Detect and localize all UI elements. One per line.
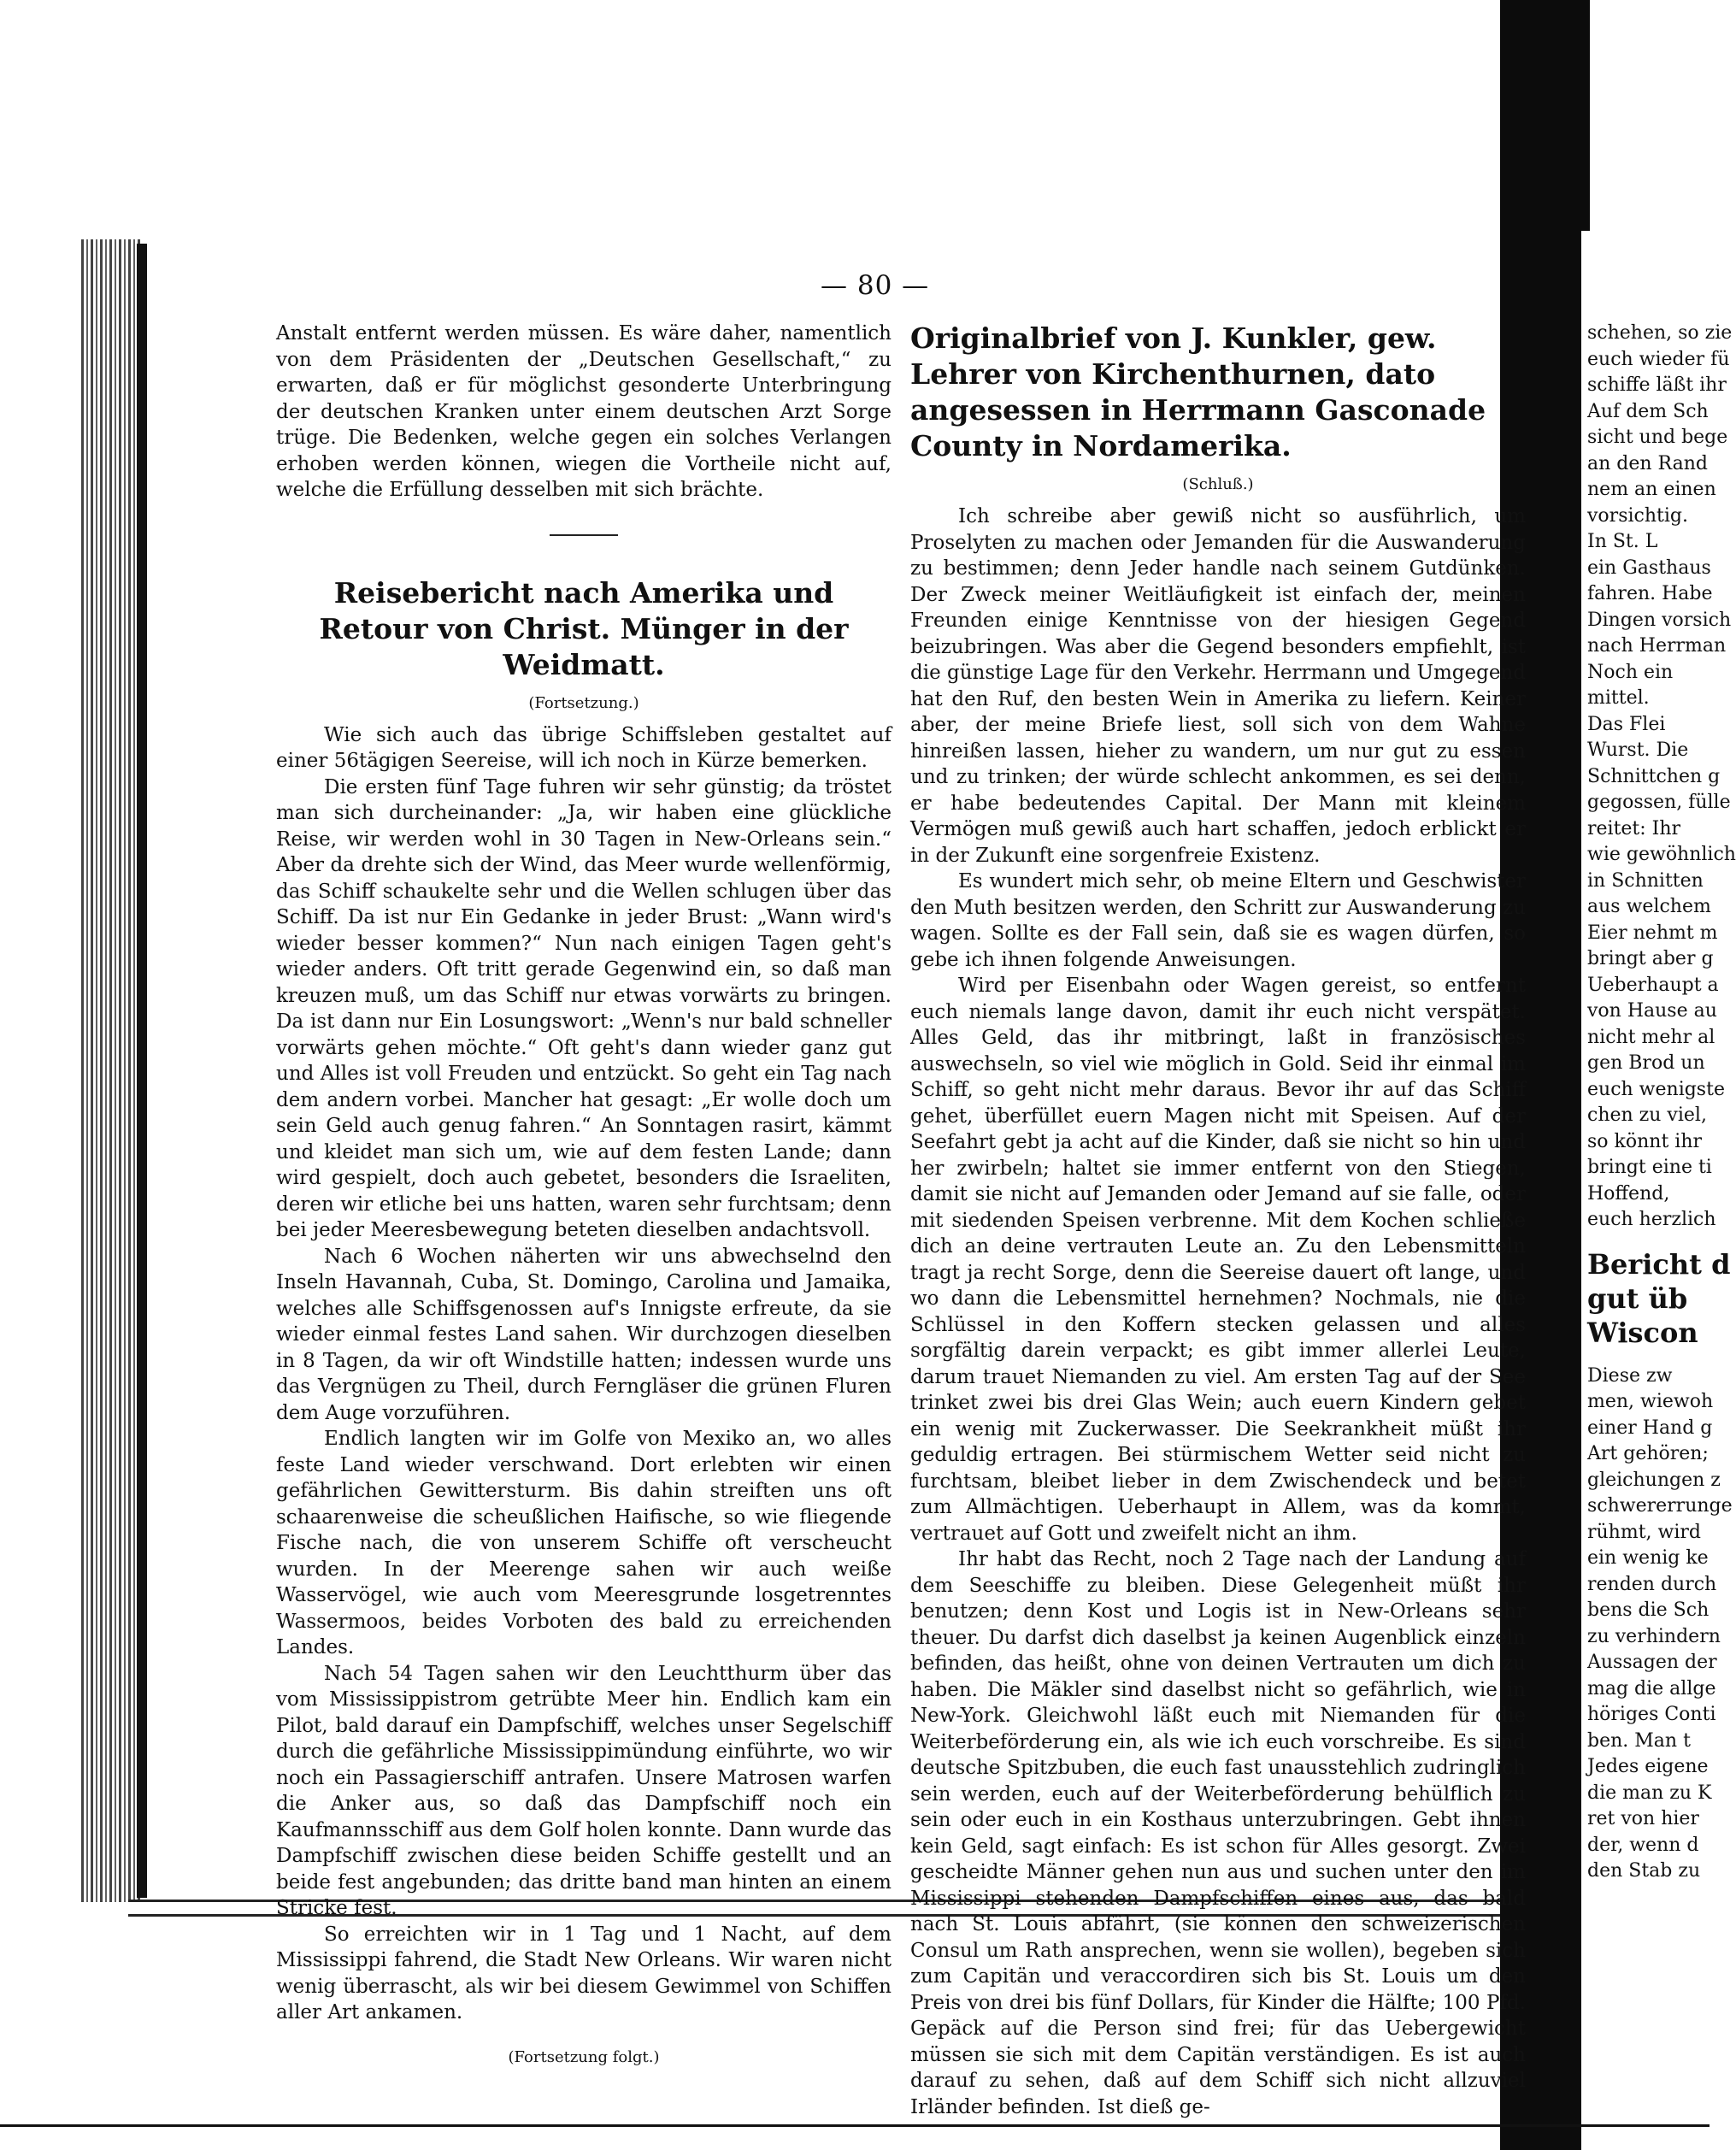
paragraph: Die ersten fünf Tage fuhren wir sehr günstig; da tröstet man sich durcheinander: „Ja, wir haben eine glückliche Reise, wir werden wohl in 30 Tagen in New-Orleans sein.“ Aber da drehte sich der Wind, das Meer wurde wellenförmig, das Schiff schaukelte sehr und die Wellen schlugen über das Schiff. Da ist nur Ein Gedanke in jeder Brust: „Wann wird's wieder besser kommen?“ Nun nach einigen Tagen geht's wieder anders. Oft tritt gerade Gegenwind ein, so daß man kreuzen muß, um das Schiff nur etwas vorwärts zu bringen. Da ist dann nur Ein Losungswort: „Wenn's nur bald schneller vorwärts gehen möchte.“ Oft geht's dann wieder ganz gut und Alles ist voll Freuden und entzückt. So geht ein Tag nach dem andern vorbei. Mancher hat gesagt: „Er wolle doch um sein Geld auch genug fahren.“ An Sonntagen rasirt, kämmt und kleidet man sich um, wie auf dem festen Lande; dann wird gespielt, doch auch gebetet, besonders die Israeliten, deren wir etliche bei uns hatten, waren sehr furchtsam; denn bei jeder Meeresbewegung beteten dieselben andachtsvoll. bbox=[276, 775, 892, 1241]
c3-top-line: Das Flei bbox=[1587, 713, 1666, 735]
c3-bottom-line: ein wenig ke bbox=[1587, 1547, 1709, 1569]
partial-heading bbox=[1587, 1247, 1731, 1350]
c3-top-line: schehen, so zie bbox=[1587, 322, 1733, 344]
c3-top-line: Dingen vorsich bbox=[1587, 609, 1732, 631]
c3-top-line: Wurst. Die bbox=[1587, 739, 1689, 761]
paragraph: Wie sich auch das übrige Schiffsleben gestaltet auf einer 56tägigen Seereise, will ich noch in Kürze bemerken. bbox=[276, 723, 892, 772]
partial-lines-bottom bbox=[1587, 1364, 1733, 1885]
partial-lines-top bbox=[1587, 321, 1736, 1234]
c3-top-line: in Schnitten bbox=[1587, 869, 1704, 892]
c3-top-line: nem an einen bbox=[1587, 479, 1716, 500]
paragraph: Ihr habt das Recht, noch 2 Tage nach der Landung auf dem Seeschiffe zu bleiben. Diese Gelegenheit müßt ihr benutzen; denn Kost und Logis ist in New-Orleans sehr theuer. Du darfst dich daselbst ja keinen Augenblick einzeln befinden, das heißt, ohne von deinen Vertrauten um dich zu haben. Die Mäkler sind daselbst nicht so gefährlich, wie in New-York. Gleichwohl läßt euch mit Niemanden für die Weiterbeförderung ein, als wie ich euch vorschreibe. Es sind deutsche Spitzbuben, die euch fast unausstehlich zudringlich sein werden, euch auf der Weiterbeförderung behülflich zu sein oder euch in ein Kosthaus unterzubringen. Gebt ihnen kein Geld, sagt einfach: Es ist schon für Alles gesorgt. Zwei gescheidte Männer gehen nun aus und suchen unter den im Mississippi stehenden Dampfschiffen eines aus, das bald nach St. Louis abfährt, (sie können den schweizerischen Consul um Rath ansprechen, wenn sie wollen), begeben sich zum Capitän und veraccordiren sich bis St. Louis um den Preis von drei bis fünf Dollars, für Kinder die Hälfte; 100 Pfd. Gepäck auf die Person sind frei; für das Uebergewicht müssen sie sich mit dem Capitän verständigen. Es ist auch darauf zu sehen, daß auf dem Schiff sich nicht allzuviel Irländer befinden. Ist dieß ge- bbox=[910, 1548, 1526, 2118]
article-title-originalbrief: Originalbrief von J. Kunkler, gew. Lehrer von Kirchenthurnen, dato angesessen in Herrmann Gasconade County in Nordamerika. bbox=[910, 321, 1486, 462]
column-right-partial bbox=[1587, 321, 1736, 1885]
c3-top-line: In St. L bbox=[1587, 531, 1658, 552]
c3-top-line: Hoffend, bbox=[1587, 1182, 1670, 1205]
c3-top-line: nach Herrman bbox=[1587, 635, 1727, 657]
c3-top-line: euch wenigste bbox=[1587, 1078, 1725, 1100]
c3-bottom-line: ret von hier bbox=[1587, 1808, 1699, 1829]
c3-head-line: gut üb bbox=[1587, 1281, 1688, 1315]
c3-top-line: so könnt ihr bbox=[1587, 1130, 1702, 1152]
c3-top-line: Schnittchen g bbox=[1587, 765, 1721, 787]
intro-paragraph: Anstalt entfernt werden müssen. Es wäre daher, namentlich von dem Präsidenten der „Deutschen Gesellschaft,“ zu erwarten, daß er für möglichst gesonderte Unterbringung der deutschen Kranken unter einem deutschen Arzt Sorge trüge. Die Bedenken, welche gegen ein solches Verlangen erhoben werden können, wiegen die Vortheile nicht auf, welche die Erfüllung desselben mit sich brächte. bbox=[276, 322, 892, 501]
c3-top-line: Eier nehmt m bbox=[1587, 922, 1718, 944]
c3-top-line: ein Gasthaus bbox=[1587, 557, 1711, 579]
paragraph: So erreichten wir in 1 Tag und 1 Nacht, auf dem Mississippi fahrend, die Stadt New Orleans. Wir waren nicht wenig überrascht, als wir bei diesem Gewimmel von Schiffen aller Art ankamen. bbox=[276, 1923, 892, 2023]
c3-bottom-line: zu verhindern bbox=[1587, 1625, 1721, 1647]
c3-bottom-line: Jedes eigene bbox=[1587, 1756, 1709, 1777]
paragraph: Nach 54 Tagen sahen wir den Leuchtthurm über das vom Mississippistrom getrübte Meer hin. Endlich kam ein Pilot, bald darauf ein Dampfschiff, welches unser Segelschiff durch die gefährliche Mississippimündung einführte, wo wir noch ein Passagierschiff antrafen. Unsere Matrosen warfen die Anker aus, so daß das Dampfschiff noch ein Kaufmannsschiff aus dem Golf holen konnte. Dann wurde das Dampfschiff zwischen diese beiden Schiffe gestellt und an beide fest angebunden; das dritte band man hinten an einem Stricke fest. bbox=[276, 1662, 892, 1919]
page-number: — 80 — bbox=[821, 270, 930, 301]
c3-top-line: euch wieder fü bbox=[1587, 348, 1730, 370]
c3-top-line: bringt eine ti bbox=[1587, 1157, 1712, 1178]
c3-bottom-line: mag die allge bbox=[1587, 1677, 1716, 1699]
c3-top-line: Noch ein bbox=[1587, 661, 1674, 683]
c3-bottom-line: schwererrunge bbox=[1587, 1495, 1733, 1517]
paragraph: Ich schreibe aber gewiß nicht so ausführlich, um Proselyten zu machen oder Jemanden für die Auswanderung zu bestimmen; denn Jeder handle nach seinem Gutdünken. Der Zweck meiner Weitläufigkeit ist einfach der, meinen Freunden einige Kenntnisse von der hiesigen Gegend beizubringen. Was aber die Gegend besonders empfiehlt, ist die günstige Lage für den Verkehr. Herrmann und Umgegend hat den Ruf, den besten Wein in Amerika zu liefern. Keiner aber, der meine Briefe liest, soll sich von dem Wahne hinreißen lassen, hieher zu wandern, um nur gut zu essen und zu trinken; der würde schlecht ankommen, es sei denn, er habe bedeutendes Capital. Der Mann mit kleinem Vermögen muß gewiß auch hart schaffen, jedoch erblickt er in der Zukunft eine sorgenfreie Existenz. bbox=[910, 505, 1526, 867]
column-left bbox=[276, 321, 892, 2070]
c3-bottom-line: Aussagen der bbox=[1587, 1652, 1717, 1673]
c3-bottom-line: renden durch bbox=[1587, 1573, 1717, 1595]
c3-bottom-line: gleichungen z bbox=[1587, 1469, 1721, 1491]
c3-head-line: Wiscon bbox=[1587, 1316, 1698, 1349]
c3-bottom-line: Art gehören; bbox=[1587, 1443, 1709, 1464]
c3-top-line: Ueberhaupt a bbox=[1587, 974, 1719, 996]
c3-bottom-line: höriges Conti bbox=[1587, 1704, 1716, 1725]
paragraph: Nach 6 Wochen näherten wir uns abwechselnd den Inseln Havannah, Cuba, St. Domingo, Carolina und Jamaika, welches alle Schiffsgenossen auf's Innigste erfreute, da sie wieder einmal festes Land sahen. Wir durchzogen dieselben in 8 Tagen, da wir oft Windstille hatten; indessen wurde uns das Vergnügen zu Theil, durch Ferngläser die grünen Fluren dem Auge vorzuführen. bbox=[276, 1245, 892, 1424]
c3-bottom-line: der, wenn d bbox=[1587, 1834, 1699, 1856]
article-note-schluss: (Schluß.) bbox=[1182, 475, 1254, 493]
book-page-edges bbox=[81, 239, 141, 1902]
paragraph: Wird per Eisenbahn oder Wagen gereist, so entfernt euch niemals lange davon, damit ihr euch nicht verspätet. Alles Geld, das ihr mitbringt, laßt in französisches auswechseln, so viel wie möglich in Gold. Seid ihr einmal im Schiff, so geht nicht mehr daraus. Bevor ihr auf das Schiff gehet, überfüllet euern Magen nicht mit Speisen. Auf der Seefahrt gebt ja acht auf die Kinder, daß sie nicht so hin und her zwirbeln; haltet sie immer entfernt von den Stiegen, damit sie nicht auf Jemanden oder Jemand auf sie falle, oder mit siedenden Speisen verbrenne. Mit dem Kochen schließe dich an deine vertrauten Leute an. Zu den Lebensmitteln tragt ja recht Sorge, denn die Seereise dauert oft lange, und wo dann die Lebensmittel hernehmen? Nochmals, nie die Schlüssel in den Koffern stecken gelassen und alles sorgfältig darein verpackt; es gibt immer allerlei Leute, darum trauet Niemanden zu viel. Am ersten Tag auf der See trinket zwei bis drei Glas Wein; auch euern Kindern gebet ein wenig mit Zuckerwasser. Die Seekrankheit müßt ihr geduldig ertragen. Bei stürmischem Wetter seid nicht zu furchtsam, bleibet lieber in dem Zwischendeck und betet zum Allmächtigen. Ueberhaupt in Allem, was da kommt, vertrauet auf Gott und zweifelt nicht an ihm. bbox=[910, 975, 1526, 1545]
c3-top-line: mittel. bbox=[1587, 687, 1650, 709]
c3-head-line: Bericht d bbox=[1587, 1247, 1731, 1281]
c3-top-line: sicht und bege bbox=[1587, 427, 1728, 448]
c3-top-line: Auf dem Sch bbox=[1587, 400, 1709, 422]
c3-bottom-line: Diese zw bbox=[1587, 1364, 1673, 1387]
closing-note: (Fortsetzung folgt.) bbox=[508, 2047, 660, 2066]
c3-top-line: bringt aber g bbox=[1587, 948, 1714, 969]
c3-top-line: fahren. Habe bbox=[1587, 583, 1713, 604]
c3-bottom-line: bens die Sch bbox=[1587, 1599, 1710, 1621]
c3-bottom-line: ben. Man t bbox=[1587, 1729, 1691, 1752]
paragraph: Endlich langten wir im Golfe von Mexiko an, wo alles feste Land wieder verschwand. Dort erlebten wir einen gefährlichen Gewittersturm. Bis dahin streiften uns oft schaarenweise die scheußlichen Haifische, so wie fliegende Fische nach, die von unserem Schiffe oft verscheucht wurden. In der Meerenge sahen wir auch weiße Wasservögel, wie auch vom Meeresgrunde losgetrenntes Wassermoos, beides Vorboten des bald zu erreichenden Landes. bbox=[276, 1428, 892, 1658]
column-middle bbox=[910, 321, 1526, 2120]
scan-bottom-line bbox=[0, 2124, 1710, 2127]
c3-top-line: von Hause au bbox=[1587, 1000, 1717, 1022]
scan-gutter-shadow-top bbox=[1539, 0, 1590, 231]
section-divider bbox=[550, 534, 618, 536]
c3-top-line: euch herzlich bbox=[1587, 1209, 1716, 1230]
c3-top-line: reitet: Ihr bbox=[1587, 817, 1681, 839]
c3-top-line: wie gewöhnlich bbox=[1587, 844, 1736, 865]
c3-bottom-line: einer Hand g bbox=[1587, 1417, 1713, 1439]
c3-top-line: gegossen, fülle bbox=[1587, 792, 1731, 813]
c3-top-line: chen zu viel, bbox=[1587, 1104, 1707, 1126]
c3-bottom-line: die man zu K bbox=[1587, 1782, 1712, 1804]
c3-top-line: gen Brod un bbox=[1587, 1052, 1705, 1074]
c3-top-line: aus welchem bbox=[1587, 896, 1711, 917]
article-note-fortsetzung: (Fortsetzung.) bbox=[528, 693, 639, 712]
c3-top-line: schiffe läßt ihr bbox=[1587, 374, 1727, 396]
c3-bottom-line: men, wiewoh bbox=[1587, 1391, 1714, 1412]
c3-top-line: an den Rand bbox=[1587, 452, 1708, 474]
c3-top-line: nicht mehr al bbox=[1587, 1026, 1715, 1048]
c3-bottom-line: rühmt, wird bbox=[1587, 1521, 1702, 1543]
paragraph: Es wundert mich sehr, ob meine Eltern und Geschwister den Muth besitzen werden, den Schritt zur Auswanderung zu wagen. Sollte es der Fall sein, daß sie es wagen dürfen, so gebe ich ihnen folgende Anweisungen. bbox=[910, 870, 1526, 971]
book-spine-shadow bbox=[137, 244, 147, 1898]
article-title-reisebericht: Reisebericht nach Amerika und Retour von Christ. Münger in der Weidmatt. bbox=[319, 575, 849, 681]
c3-top-line: vorsichtig. bbox=[1587, 504, 1688, 527]
c3-bottom-line: den Stab zu bbox=[1587, 1860, 1701, 1882]
